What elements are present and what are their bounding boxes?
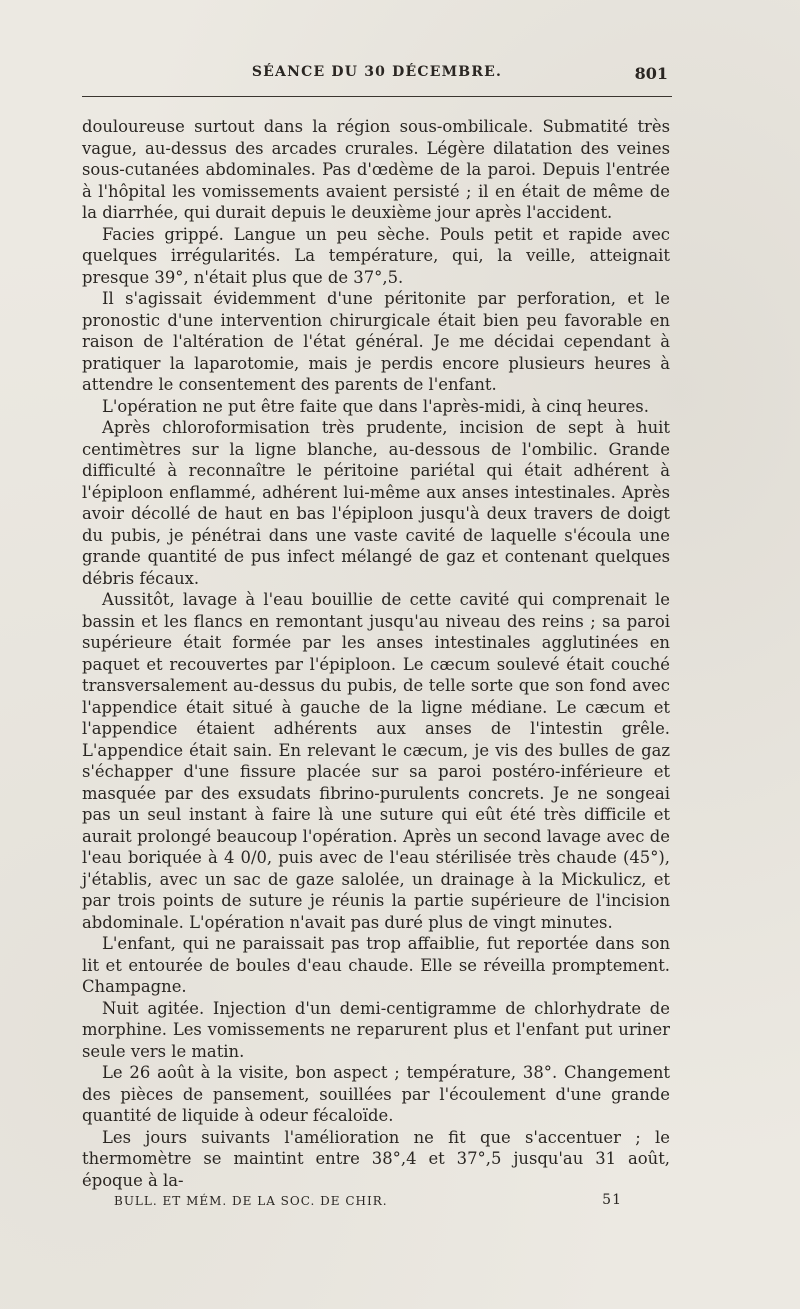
- paragraph: Aussitôt, lavage à l'eau bouillie de cette cavité qui comprenait le bassin et les flancs en remontant jusqu'au niveau des reins ; sa paroi supérieure était formée par les anses intestinales agglutinées en paquet et recouvertes par l'épiploon. Le cæcum soulevé était couché transversalement au-dessus du pubis, de telle sorte que son fond avec l'appendice était situé à gauche de la ligne médiane. Le cæcum et l'appendice étaient adhérents aux anses de l'intestin grêle. L'appendice était sain. En relevant le cæcum, je vis des bulles de gaz s'échapper d'une fissure placée sur sa paroi postéro-inférieure et masquée par des exsudats fibrino-purulents concrets. Je ne songeai pas un seul instant à faire là une suture qui eût été très difficile et aurait prolongé beaucoup l'opération. Après un second lavage avec de l'eau boriquée à 4 0/0, puis avec de l'eau stérilisée très chaude (45°), j'établis, avec un sac de gaze salolée, un drainage à la Mickulicz, et par trois points de suture je réunis la partie supérieure de l'incision abdominale. L'opération n'avait pas duré plus de vingt minutes.: [82, 590, 670, 932]
- body-text: [82, 116, 670, 1191]
- paragraph: Les jours suivants l'amélioration ne fit que s'accentuer ; le thermomètre se maintint entre 38°,4 et 37°,5 jusqu'au 31 août, époque à la-: [82, 1127, 670, 1190]
- paragraph: douloureuse surtout dans la région sous-ombilicale. Submatité très vague, au-dessus des arcades crurales. Légère dilatation des veines sous-cutanées abdominales. Pas d'œdème de la paroi. Depuis l'entrée à l'hôpital les vomissements avaient persisté ; il en était de même de la diarrhée, qui durait depuis le deuxième jour après l'accident.: [82, 117, 670, 222]
- paragraph: L'enfant, qui ne paraissait pas trop affaiblie, fut reportée dans son lit et entourée de boules d'eau chaude. Elle se réveilla promptement. Champagne.: [82, 934, 670, 996]
- paragraph: Facies grippé. Langue un peu sèche. Pouls petit et rapide avec quelques irrégularités. La température, qui, la veille, atteignait presque 39°, n'était plus que de 37°,5.: [82, 224, 670, 287]
- header-rule: [82, 96, 672, 97]
- paragraph: Nuit agitée. Injection d'un demi-centigramme de chlorhydrate de morphine. Les vomissements ne reparurent plus et l'enfant put uriner seule vers le matin.: [82, 998, 670, 1061]
- page-footer: [114, 1192, 634, 1212]
- paragraph: Après chloroformisation très prudente, incision de sept à huit centimètres sur la ligne blanche, au-dessous de l'ombilic. Grande difficulté à reconnaître le péritoine pariétal qui était adhérent à l'épiploon enflammé, adhérent lui-même aux anses intestinales. Après avoir décollé de haut en bas l'épiploon jusqu'à deux travers de doigt du pubis, je pénétrai dans une vaste cavité de laquelle s'écoula une grande quantité de pus infect mélangé de gaz et contenant quelques débris fécaux.: [82, 418, 670, 588]
- running-title: SÉANCE DU 30 DÉCEMBRE.: [251, 64, 503, 80]
- paragraph: L'opération ne put être faite que dans l'après-midi, à cinq heures.: [102, 396, 649, 416]
- footer-source: BULL. ET MÉM. DE LA SOC. DE CHIR.: [114, 1194, 388, 1208]
- paragraph: Il s'agissait évidemment d'une péritonite par perforation, et le pronostic d'une intervention chirurgicale était bien peu favorable en raison de l'altération de l'état général. Je me décidai cependant à pratiquer la laparotomie, mais je perdis encore plusieurs heures à attendre le consentement des parents de l'enfant.: [82, 289, 670, 394]
- paragraph: Le 26 août à la visite, bon aspect ; température, 38°. Changement des pièces de pansement, souillées par l'écoulement d'une grande quantité de liquide à odeur fécaloïde.: [82, 1063, 670, 1125]
- page-number: 801: [634, 64, 668, 83]
- signature-mark: 51: [602, 1192, 622, 1208]
- page-header: [82, 64, 672, 86]
